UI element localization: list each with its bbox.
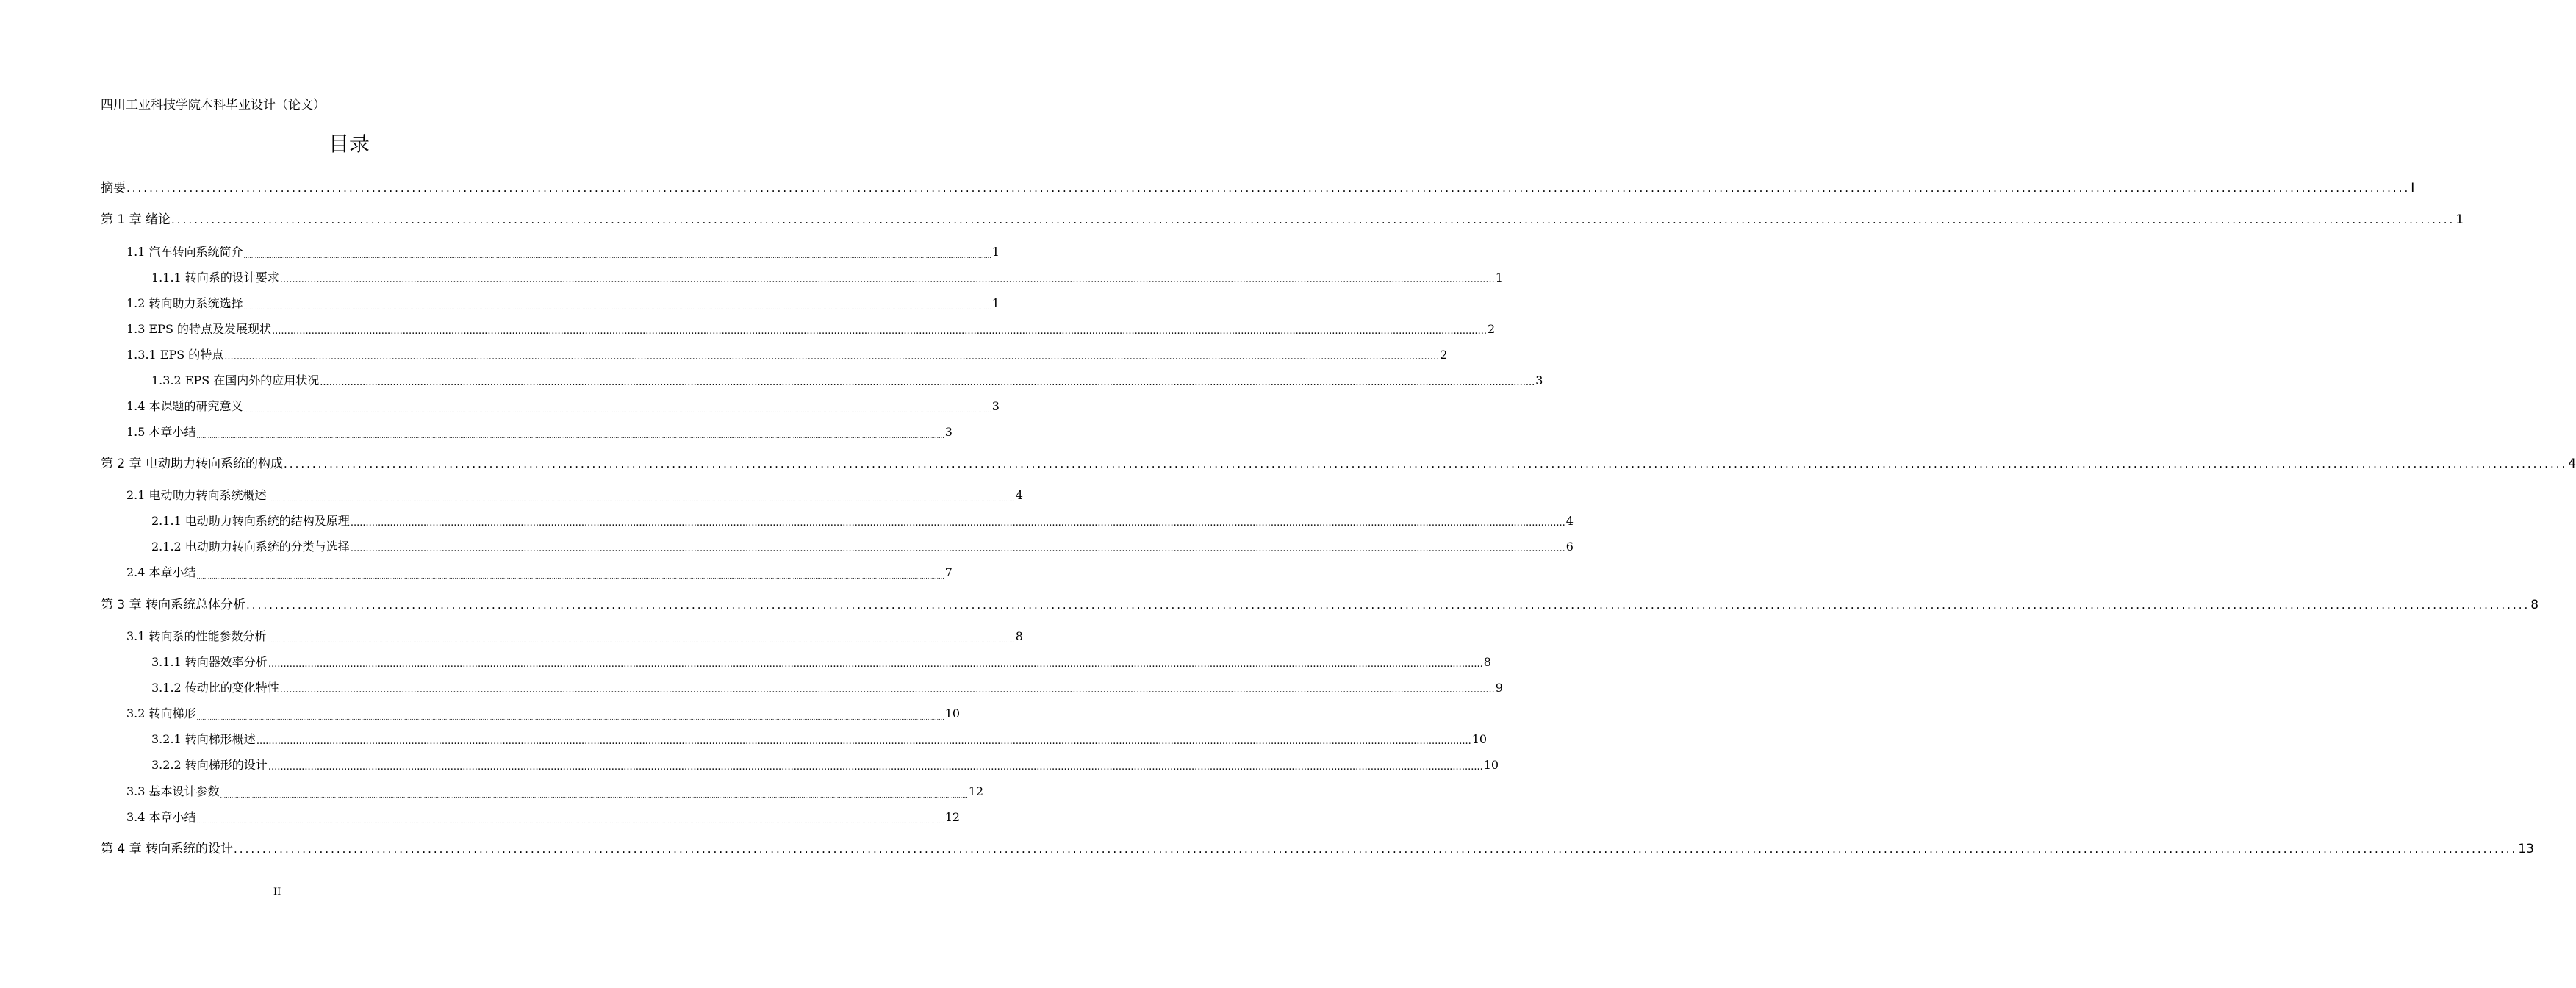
running-header: 四川工业科技学院本科毕业设计（论文） bbox=[101, 98, 326, 112]
toc-entry-page-number: 4 bbox=[1015, 488, 1023, 502]
toc-entry-label: 2.1.1 电动助力转向系统的结构及原理 bbox=[151, 514, 350, 528]
toc-entry-page-number: 3 bbox=[991, 399, 1000, 413]
toc-entry-label: 2.4 本章小结 bbox=[126, 565, 196, 579]
toc-dot-leader: ................................................................................................................................................................................................................................................................................................................................................................................................................ bbox=[224, 351, 1440, 362]
toc-entry-label: 1.2 转向助力系统选择 bbox=[126, 296, 243, 310]
toc-entry-page-number: 12 bbox=[968, 784, 984, 798]
toc-entry-page-number: 4 bbox=[2568, 457, 2576, 471]
toc-dot-leader: ................................................................................................................................................................................................................................................................................................................................................................................................................ bbox=[196, 715, 944, 721]
toc-entry-label: 3.4 本章小结 bbox=[126, 810, 196, 824]
toc-entry-label: 1.3.2 EPS 在国内外的应用状况 bbox=[151, 373, 320, 387]
toc-entry-page-number: 3 bbox=[1535, 373, 1543, 387]
toc-dot-leader: ................................................................................................................................................................................................................................................................................................................................................................................................................ bbox=[196, 818, 944, 825]
toc-entry-page-number: 2 bbox=[1487, 322, 1496, 336]
toc-entry-page-number: 1 bbox=[1495, 271, 1503, 284]
toc-entry-page-number: 1 bbox=[991, 296, 1000, 310]
toc-entry-page-number: 6 bbox=[1565, 540, 1574, 554]
toc-entry[interactable] bbox=[101, 456, 2576, 472]
toc-entry[interactable] bbox=[151, 654, 1491, 670]
toc-dot-leader: ................................................................................................................................................................................................................................................................................................................................................................................................................ bbox=[196, 573, 944, 580]
toc-entry-label: 3.1 转向系的性能参数分析 bbox=[126, 629, 267, 643]
toc-dot-leader: ................................................................................................................................................................................................................................................................................................................................................................................................................ bbox=[320, 377, 1535, 388]
toc-entry[interactable] bbox=[101, 212, 2464, 228]
toc-entry-label: 第 4 章 转向系统的设计 bbox=[101, 842, 234, 856]
toc-entry-page-number: 10 bbox=[1483, 758, 1499, 772]
toc-entry-page-number: 12 bbox=[944, 810, 961, 824]
toc-entry-label: 3.2.2 转向梯形的设计 bbox=[151, 758, 268, 772]
toc-entry[interactable] bbox=[151, 539, 1574, 555]
toc-entry[interactable] bbox=[151, 680, 1503, 696]
toc-dot-leader: ................................................................................................................................................................................................................................................................................................................................................................................................................ bbox=[350, 543, 1565, 554]
toc-entry[interactable] bbox=[151, 270, 1503, 286]
toc-dot-leader: ................................................................................................................................................................................................................................................................................................................................................................................................................ bbox=[350, 518, 1565, 529]
toc-entry-page-number: 8 bbox=[1015, 629, 1023, 643]
toc-dot-leader: ................................................................................................................................................................................................................................................................................................................................................................................................................ bbox=[268, 659, 1483, 670]
toc-dot-leader: ................................................................................................................................................................................................................................................................................................................................................................................................................ bbox=[267, 496, 1015, 503]
toc-entry[interactable] bbox=[126, 296, 1000, 312]
toc-dot-leader: ................................................................................................................................................................................................................................................................................................................................................................................................................ bbox=[279, 684, 1495, 695]
toc-dot-leader: ................................................................................................................................................................................................................................................................................................................................................................................................................ bbox=[243, 253, 991, 259]
toc-entry[interactable] bbox=[126, 784, 984, 800]
toc-entry-page-number: 8 bbox=[2530, 598, 2539, 612]
toc-entry-label: 第 2 章 电动助力转向系统的构成 bbox=[101, 457, 284, 471]
toc-dot-leader: ................................................................................................................................................................................................................................................................................................................................................................................................................ bbox=[243, 304, 991, 311]
toc-dot-leader: ................................................................................................................................................................................................................................................................................................................................................................................................................ bbox=[246, 598, 2530, 612]
toc-entry-page-number: 3 bbox=[944, 425, 952, 439]
toc-entry[interactable] bbox=[151, 513, 1574, 529]
toc-entry[interactable] bbox=[126, 398, 1000, 415]
toc-entry-label: 2.1 电动助力转向系统概述 bbox=[126, 488, 267, 502]
toc-entry-label: 1.5 本章小结 bbox=[126, 425, 196, 439]
toc-entry[interactable] bbox=[126, 347, 1448, 363]
toc-entry-page-number: 1 bbox=[991, 245, 1000, 259]
toc-entry[interactable] bbox=[126, 706, 961, 722]
toc-dot-leader: ................................................................................................................................................................................................................................................................................................................................................................................................................ bbox=[267, 637, 1015, 644]
toc-entry[interactable] bbox=[101, 180, 2415, 196]
toc-entry-page-number: 2 bbox=[1440, 348, 1448, 362]
toc-dot-leader: ................................................................................................................................................................................................................................................................................................................................................................................................................ bbox=[126, 182, 2411, 195]
toc-entry-page-number: 8 bbox=[1483, 655, 1491, 669]
toc-entry-page-number: 1 bbox=[2455, 212, 2464, 227]
toc-entry-label: 2.1.2 电动助力转向系统的分类与选择 bbox=[151, 540, 350, 554]
toc-dot-leader: ................................................................................................................................................................................................................................................................................................................................................................................................................ bbox=[171, 213, 2455, 226]
toc-entry-label: 3.2.1 转向梯形概述 bbox=[151, 732, 256, 746]
toc-entry-label: 第 1 章 绪论 bbox=[101, 212, 171, 227]
toc-entry-page-number: 4 bbox=[1565, 514, 1574, 528]
toc-entry[interactable] bbox=[126, 321, 1496, 337]
toc-entry-label: 1.4 本课题的研究意义 bbox=[126, 399, 243, 413]
toc-entry[interactable] bbox=[101, 841, 2534, 857]
toc-entry[interactable] bbox=[151, 373, 1543, 389]
toc-entry-label: 1.1 汽车转向系统简介 bbox=[126, 245, 243, 259]
toc-entry[interactable] bbox=[126, 424, 952, 440]
toc-dot-leader: ................................................................................................................................................................................................................................................................................................................................................................................................................ bbox=[243, 407, 991, 414]
toc-dot-leader: ................................................................................................................................................................................................................................................................................................................................................................................................................ bbox=[196, 433, 944, 440]
toc-entry[interactable] bbox=[126, 809, 961, 826]
toc-entry[interactable] bbox=[101, 597, 2539, 613]
toc-dot-leader: ................................................................................................................................................................................................................................................................................................................................................................................................................ bbox=[256, 736, 1471, 747]
toc-dot-leader: ................................................................................................................................................................................................................................................................................................................................................................................................................ bbox=[234, 842, 2518, 856]
toc-entry[interactable] bbox=[126, 244, 1000, 260]
toc-entry-page-number: 10 bbox=[944, 706, 961, 720]
toc-dot-leader: ................................................................................................................................................................................................................................................................................................................................................................................................................ bbox=[279, 274, 1495, 285]
toc-entry[interactable] bbox=[151, 731, 1488, 748]
toc-dot-leader: ................................................................................................................................................................................................................................................................................................................................................................................................................ bbox=[220, 792, 968, 799]
toc-entry-label: 3.1.2 传动比的变化特性 bbox=[151, 681, 279, 695]
toc-entry-label: 摘要 bbox=[101, 181, 126, 196]
toc-entry[interactable] bbox=[151, 757, 1499, 773]
toc-entry-label: 3.3 基本设计参数 bbox=[126, 784, 220, 798]
page-title: 目录 bbox=[328, 132, 370, 156]
toc-entry-page-number: 7 bbox=[944, 565, 952, 579]
toc-entry-label: 1.3 EPS 的特点及发展现状 bbox=[126, 322, 272, 336]
toc-dot-leader: ................................................................................................................................................................................................................................................................................................................................................................................................................ bbox=[284, 457, 2568, 470]
toc-entry-label: 1.3.1 EPS 的特点 bbox=[126, 348, 224, 362]
toc-entry-page-number: 9 bbox=[1495, 681, 1503, 695]
toc-entry-label: 3.2 转向梯形 bbox=[126, 706, 196, 720]
toc-entry-label: 第 3 章 转向系统总体分析 bbox=[101, 598, 246, 612]
toc-entry-page-number: 13 bbox=[2518, 842, 2534, 856]
toc-entry-label: 1.1.1 转向系的设计要求 bbox=[151, 271, 279, 284]
toc-dot-leader: ................................................................................................................................................................................................................................................................................................................................................................................................................ bbox=[268, 762, 1483, 773]
page-number-footer: II bbox=[273, 887, 281, 898]
toc-dot-leader: ................................................................................................................................................................................................................................................................................................................................................................................................................ bbox=[272, 326, 1487, 337]
toc-entry[interactable] bbox=[126, 487, 1023, 504]
toc-entry[interactable] bbox=[126, 629, 1023, 645]
toc-entry-label: 3.1.1 转向器效率分析 bbox=[151, 655, 268, 669]
toc-entry-page-number: 10 bbox=[1471, 732, 1488, 746]
toc-entry-page-number: I bbox=[2411, 181, 2415, 196]
toc-entry[interactable] bbox=[126, 565, 952, 581]
